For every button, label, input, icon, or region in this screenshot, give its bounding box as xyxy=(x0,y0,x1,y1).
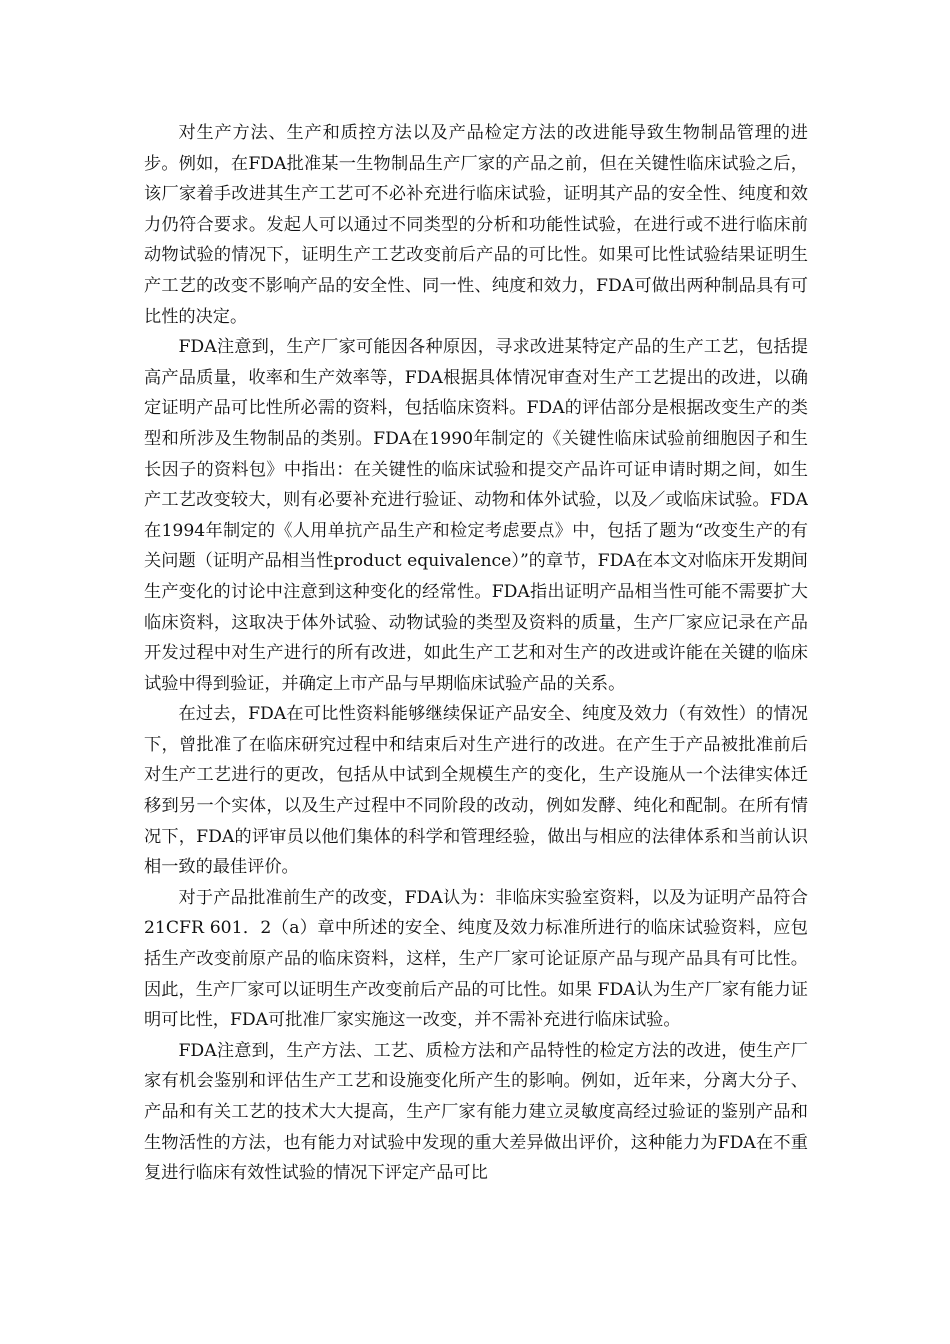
paragraph-manufacturing-improvements: 对生产方法、生产和质控方法以及产品检定方法的改进能导致生物制品管理的进步。例如，在FDA批准某一生物制品生产厂家的产品之前，但在关键性临床试验之后，该厂家着手改进其生产工艺可不必补充进行临床试验，证明其产品的安全性、纯度和效力仍符合要求。发起人可以通过不同类型的分析和功能性试验，在进行或不进行临床前动物试验的情况下，证明生产工艺改变前后产品的可比性。如果可比性试验结果证明生产工艺的改变不影响产品的安全性、同一性、纯度和效力，FDA可做出两种制品具有可比性的决定。 xyxy=(144,123,808,327)
paragraph-past-approvals: 在过去，FDA在可比性资料能够继续保证产品安全、纯度及效力（有效性）的情况下，曾批准了在临床研究过程中和结束后对生产进行的改进。在产生于产品被批准前后对生产工艺进行的更改，包括从中试到全规模生产的变化，生产设施从一个法律实体迁移到另一个实体，以及生产过程中不同阶段的改动，例如发酵、纯化和配制。在所有情况下，FDA的评审员以他们集体的科学和管理经验，做出与相应的法律体系和当前认识相一致的最佳评价。 xyxy=(144,704,808,878)
document-body xyxy=(144,118,808,1218)
paragraph-analytical-advances: FDA注意到，生产方法、工艺、质检方法和产品特性的检定方法的改进，使生产厂家有机会鉴别和评估生产工艺和设施变化所产生的影响。例如，近年来，分离大分子、产品和有关工艺的技术大大提高，生产厂家有能力建立灵敏度高经过验证的鉴别产品和生物活性的方法，也有能力对试验中发现的重大差异做出评价，这种能力为FDA在不重复进行临床有效性试验的情况下评定产品可比 xyxy=(144,1040,808,1184)
paragraph-fda-process-changes: FDA注意到，生产厂家可能因各种原因，寻求改进某特定产品的生产工艺，包括提高产品质量，收率和生产效率等，FDA根据具体情况审查对生产工艺提出的改进，以确定证明产品可比性所必需的资料，包括临床资料。FDA的评估部分是根据改变生产的类型和所涉及生物制品的类别。FDA在1990年制定的《关键性临床试验前细胞因子和生长因子的资料包》中指出：在关键性的临床试验和提交产品许可证申请时期之间，如生产工艺改变较大，则有必要补充进行验证、动物和体外试验，以及／或临床试验。FDA在1994年制定的《人用单抗产品生产和检定考虑要点》中，包括了题为“改变生产的有关问题（证明产品相当性product equivalence）”的章节，FDA在本文对临床开发期间生产变化的讨论中注意到这种变化的经常性。FDA指出证明产品相当性可能不需要扩大临床资料，这取决于体外试验、动物试验的类型及资料的质量，生产厂家应记录在产品开发过程中对生产进行的所有改进，如此生产工艺和对生产的改进或许能在关键的临床试验中得到验证，并确定上市产品与早期临床试验产品的关系。 xyxy=(144,337,808,694)
paragraph-pre-approval-changes: 对于产品批准前生产的改变，FDA认为：非临床实验室资料，以及为证明产品符合21CFR 601．2（a）章中所述的安全、纯度及效力标准所进行的临床试验资料，应包括生产改变前原产品的临床资料，这样，生产厂家可论证原产品与现产品具有可比性。因此，生产厂家可以证明生产改变前后产品的可比性。如果 FDA认为生产厂家有能力证明可比性，FDA可批准厂家实施这一改变，并不需补充进行临床试验。 xyxy=(144,887,808,1031)
